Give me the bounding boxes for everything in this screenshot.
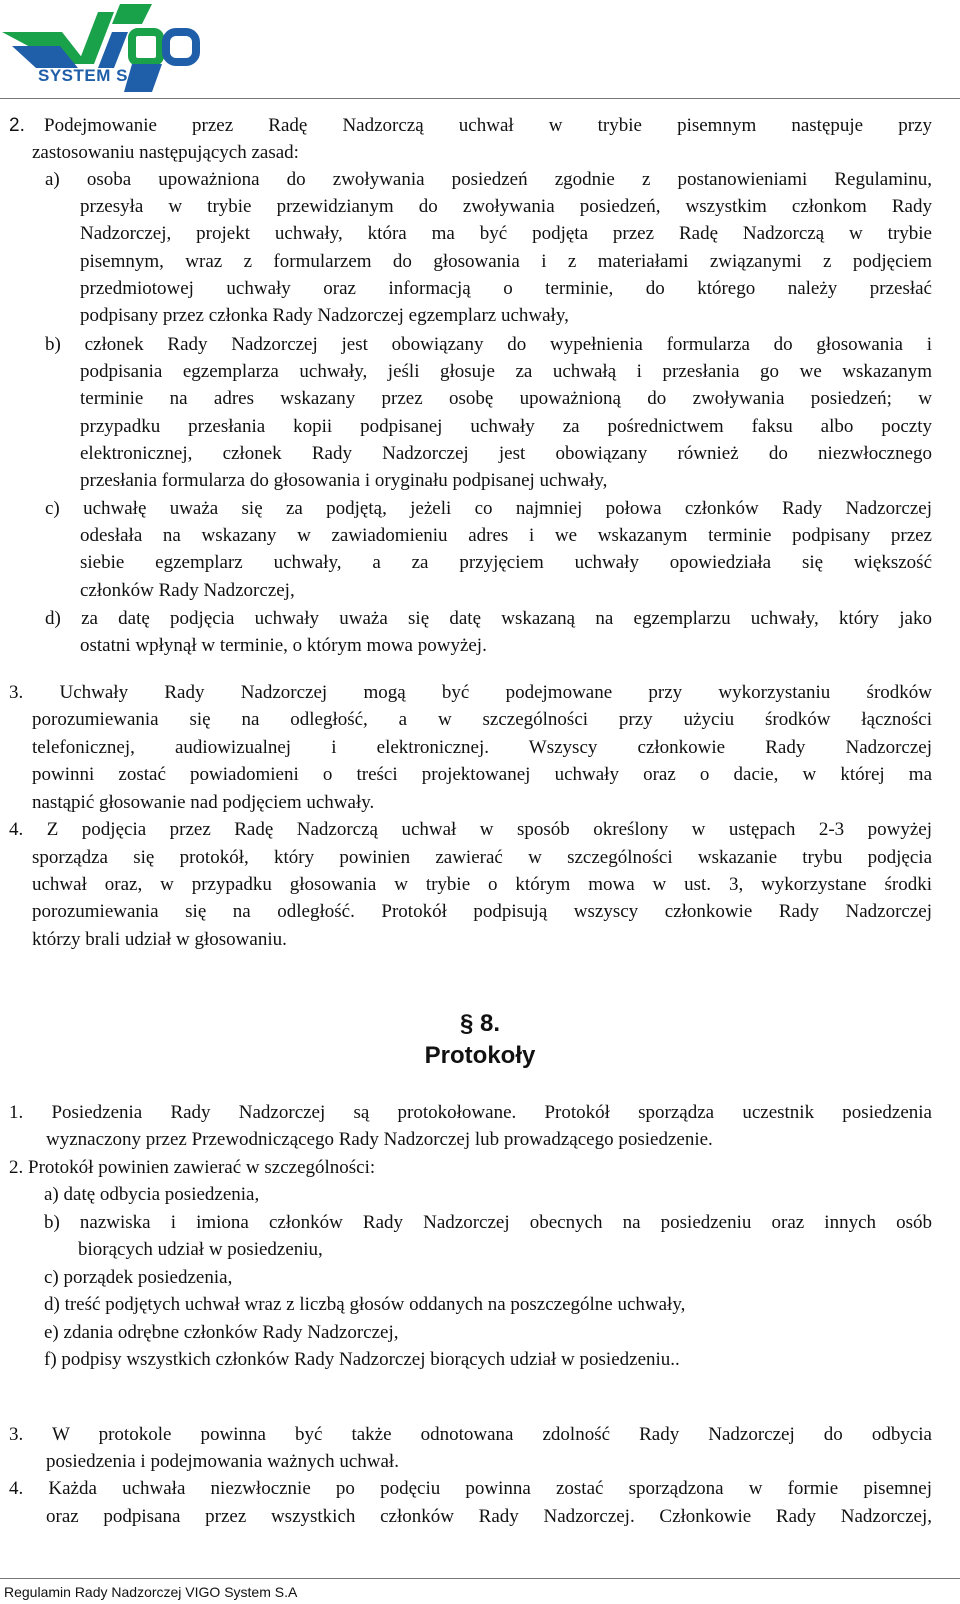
paragraph-line: telefonicznej, audiowizualnej i elektronicznej. Wszyscy członkowie Rady Nadzorczej xyxy=(32,737,932,758)
paragraph-line: 4. Każda uchwała niezwłocznie po podęciu powinna zostać sporządzona w formie pisemnej xyxy=(9,1478,932,1499)
logo-text: SYSTEM S.A. xyxy=(38,66,152,85)
list-item-line: przedmiotowej uchwały oraz informacją o terminie, do którego należy przesłać xyxy=(80,278,932,299)
point-number: 2. xyxy=(9,115,25,136)
paragraph-line: wyznaczony przez Przewodniczącego Rady Nadzorczej lub prowadzącego posiedzenie. xyxy=(46,1129,713,1150)
paragraph-line: sporządza się protokół, który powinien zawierać w szczególności wskazanie trybu podjęcia xyxy=(32,847,932,868)
paragraph-line: powinni zostać powiadomieni o treści projektowanej uchwały oraz o dacie, w której ma xyxy=(32,764,932,785)
list-item-line: podpisania egzemplarza uchwały, jeśli głosuje za uchwałą i przesłania go we wskazanym xyxy=(80,361,932,382)
paragraph-line: 3. Uchwały Rady Nadzorczej mogą być podejmowane przy wykorzystaniu środków xyxy=(9,682,932,703)
paragraph-line: uchwał oraz, w przypadku głosowania w trybie o którym mowa w ust. 3, wykorzystane środki xyxy=(32,874,932,895)
list-item-line: b) nazwiska i imiona członków Rady Nadzorczej obecnych na posiedzeniu oraz innych osób xyxy=(44,1212,932,1233)
list-item-line: podpisany przez członka Rady Nadzorczej egzemplarz uchwały, xyxy=(80,305,569,326)
list-item-line: przesłania formularza do głosowania i oryginału podpisanej uchwały, xyxy=(80,470,608,491)
list-item-line: a) osoba upoważniona do zwoływania posiedzeń zgodnie z postanowieniami Regulaminu, xyxy=(45,169,932,190)
paragraph-line: 2. Protokół powinien zawierać w szczególności: xyxy=(9,1157,376,1178)
list-item-line: e) zdania odrębne członków Rady Nadzorczej, xyxy=(44,1322,399,1343)
section-title: Protokoły xyxy=(424,1042,536,1069)
list-item-line: c) uchwałę uważa się za podjętą, jeżeli co najmniej połowa członków Rady Nadzorczej xyxy=(45,498,932,519)
paragraph-line: 1. Posiedzenia Rady Nadzorczej są protokołowane. Protokół sporządza uczestnik posiedzenia xyxy=(9,1102,932,1123)
list-item-line: przesyła w trybie przewidzianym do zwoływania posiedzeń, wszystkim członkom Rady xyxy=(80,196,932,217)
list-item-line: członków Rady Nadzorczej, xyxy=(80,580,295,601)
list-item-line: d) za datę podjęcia uchwały uważa się datę wskazaną na egzemplarzu uchwały, który jako xyxy=(45,608,932,629)
list-item-line: f) podpisy wszystkich członków Rady Nadzorczej biorących udział w posiedzeniu.. xyxy=(44,1349,680,1370)
list-item-line: pisemnym, wraz z formularzem do głosowania i z materiałami związanymi z podjęciem xyxy=(80,251,932,272)
paragraph-line: Podejmowanie przez Radę Nadzorczą uchwał w trybie pisemnym następuje przy xyxy=(44,115,932,136)
list-item-line: przypadku przesłania kopii podpisanej uchwały za pośrednictwem faksu albo poczty xyxy=(80,416,932,437)
paragraph-line: nastąpić głosowanie nad podjęciem uchwały. xyxy=(32,792,375,813)
list-item-line: terminie na adres wskazany przez osobę upoważnioną do zwoływania posiedzeń; w xyxy=(80,388,932,409)
paragraph-line: porozumiewania się na odległość. Protokół podpisują wszyscy członkowie Rady Nadzorczej xyxy=(32,901,932,922)
list-item-line: siebie egzemplarz uchwały, a za przyjęciem uchwały opowiedziała się większość xyxy=(80,552,932,573)
paragraph-line: porozumiewania się na odległość, a w szczególności przy użyciu środków łączności xyxy=(32,709,932,730)
list-item-line: a) datę odbycia posiedzenia, xyxy=(44,1184,260,1205)
paragraph-line: 4. Z podjęcia przez Radę Nadzorczą uchwał w sposób określony w ustępach 2-3 powyżej xyxy=(9,819,932,840)
header-divider xyxy=(0,98,960,99)
paragraph-line: 3. W protokole powinna być także odnotowana zdolność Rady Nadzorczej do odbycia xyxy=(9,1424,932,1445)
list-item-line: d) treść podjętych uchwał wraz z liczbą głosów oddanych na poszczególne uchwały, xyxy=(44,1294,686,1315)
page-header xyxy=(0,0,960,100)
list-item-line: c) porządek posiedzenia, xyxy=(44,1267,233,1288)
list-item-line: b) członek Rady Nadzorczej jest obowiązany do wypełnienia formularza do głosowania i xyxy=(45,334,932,355)
list-item-line: biorących udział w posiedzeniu, xyxy=(78,1239,323,1260)
footer-divider xyxy=(0,1578,960,1579)
list-item-line: Nadzorczej, projekt uchwały, która ma być podjęta przez Radę Nadzorczą w trybie xyxy=(80,223,932,244)
company-logo xyxy=(2,2,202,96)
paragraph-line: którzy brali udział w głosowaniu. xyxy=(32,929,287,950)
list-item-line: odesłała na wskazany w zawiadomieniu adres i we wskazanym terminie podpisany przez xyxy=(80,525,932,546)
page-footer: Regulamin Rady Nadzorczej VIGO System S.A xyxy=(4,1584,298,1600)
paragraph-line: oraz podpisana przez wszystkich członków Rady Nadzorczej. Członkowie Rady Nadzorczej, xyxy=(46,1506,932,1527)
paragraph-line: posiedzenia i podejmowania ważnych uchwał. xyxy=(46,1451,399,1472)
list-item-line: elektronicznej, członek Rady Nadzorczej jest obowiązany również do niezwłocznego xyxy=(80,443,932,464)
section-number: § 8. xyxy=(459,1010,501,1037)
list-item-line: ostatni wpłynął w terminie, o którym mowa powyżej. xyxy=(80,635,487,656)
paragraph-line: zastosowaniu następujących zasad: xyxy=(32,142,299,163)
